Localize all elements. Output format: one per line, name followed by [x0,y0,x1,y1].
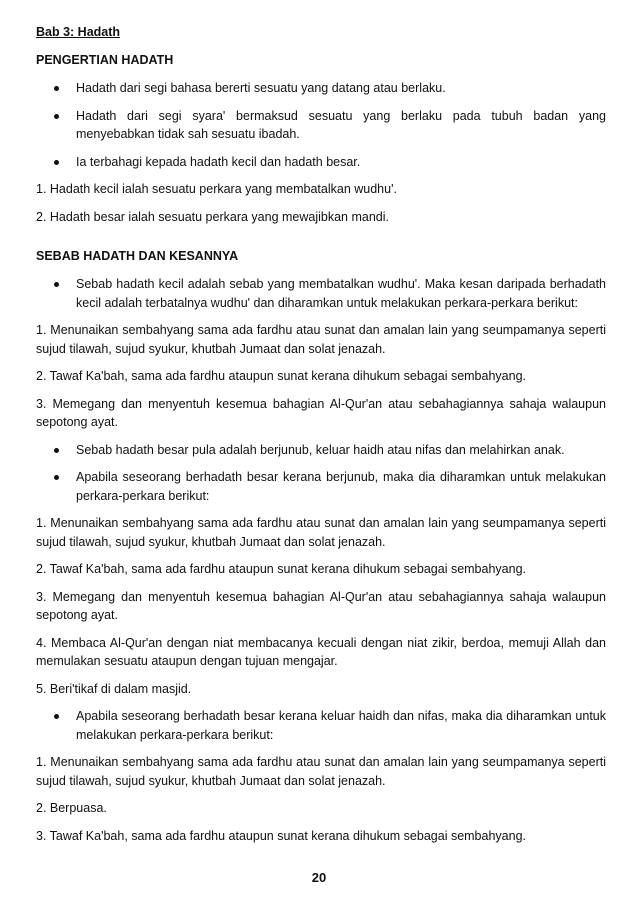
bullet-icon [54,448,59,453]
bullet-text: Hadath dari segi syara' bermaksud sesuatu yang berlaku pada tubuh badan yang menyebabkan tidak sah sesuatu ibadah. [76,108,606,141]
hadath-besar-bullets [36,441,606,506]
numbered-item: 5. Beri'tikaf di dalam masjid. [36,681,192,696]
bullet-text: Apabila seseorang berhadath besar kerana keluar haidh dan nifas, maka dia diharamkan untuk melakukan perkara-perkara berikut: [76,709,606,742]
bullet-icon [54,160,59,165]
chapter-title: Bab 3: Hadath [36,25,121,39]
numbered-item: 1. Menunaikan sembahyang sama ada fardhu atau sunat dan amalan lain yang seumpamanya seperti sujud tilawah, sujud syukur, khutbah Jumaat dan solat jenazah. [36,323,606,356]
bullet-text: Sebab hadath besar pula adalah berjunub, keluar haidh atau nifas dan melahirkan anak. [76,442,565,457]
bullet-text: Apabila seseorang berhadath besar kerana berjunub, maka dia diharamkan untuk melakukan perkara-perkara berikut: [76,470,606,503]
numbered-item: 1. Menunaikan sembahyang sama ada fardhu atau sunat dan amalan lain yang seumpamanya seperti sujud tilawah, sujud syukur, khutbah Jumaat dan solat jenazah. [36,516,606,549]
section-heading-sebab: SEBAB HADATH DAN KESANNYA [36,249,239,263]
haidh-nifas-bullets [36,707,606,744]
bullet-text: Hadath dari segi bahasa bererti sesuatu yang datang atau berlaku. [76,81,446,95]
numbered-item: 2. Hadath besar ialah sesuatu perkara yang mewajibkan mandi. [36,209,389,224]
numbered-item: 3. Memegang dan menyentuh kesemua bahagian Al-Qur'an atau sebahagiannya sahaja walaupun sepotong ayat. [36,396,606,429]
definition-bullets [36,79,606,171]
bullet-icon [54,282,59,287]
bullet-item [36,441,606,460]
bullet-item [36,153,606,172]
numbered-item: 2. Tawaf Ka'bah, sama ada fardhu ataupun sunat kerana dihukum sebagai sembahyang. [36,562,526,576]
bullet-icon [54,114,59,119]
numbered-item: 1. Hadath kecil ialah sesuatu perkara yang membatalkan wudhu'. [36,182,397,196]
numbered-item: 2. Berpuasa. [36,801,107,815]
bullet-item [36,107,606,144]
numbered-item: 2. Tawaf Ka'bah, sama ada fardhu ataupun sunat kerana dihukum sebagai sembahyang. [36,369,526,383]
document-page [36,24,606,854]
bullet-item [36,275,606,312]
section-heading-pengertian: PENGERTIAN HADATH [36,53,174,67]
hadath-kecil-bullets [36,275,606,312]
bullet-item [36,707,606,744]
numbered-item: 3. Tawaf Ka'bah, sama ada fardhu ataupun sunat kerana dihukum sebagai sembahyang. [36,828,526,843]
numbered-item: 1. Menunaikan sembahyang sama ada fardhu atau sunat dan amalan lain yang seumpamanya seperti sujud tilawah, sujud syukur, khutbah Jumaat dan solat jenazah. [36,755,606,788]
bullet-text: Ia terbahagi kepada hadath kecil dan hadath besar. [76,154,361,169]
numbered-item: 3. Memegang dan menyentuh kesemua bahagian Al-Qur'an atau sebahagiannya sahaja walaupun sepotong ayat. [36,589,606,622]
bullet-icon [54,475,59,480]
bullet-item [36,79,606,98]
bullet-icon [54,86,59,91]
bullet-item [36,468,606,505]
bullet-text: Sebab hadath kecil adalah sebab yang membatalkan wudhu'. Maka kesan daripada berhadath kecil adalah terbatalnya wudhu' dan diharamkan untuk melakukan perkara-perkara berikut: [76,277,606,310]
numbered-item: 4. Membaca Al-Qur'an dengan niat membacanya kecuali dengan niat zikir, berdoa, memuji Allah dan memulakan sesuatu ataupun dengan tujuan mengajar. [36,635,606,668]
page-number: 20 [311,870,327,885]
bullet-icon [54,714,59,719]
